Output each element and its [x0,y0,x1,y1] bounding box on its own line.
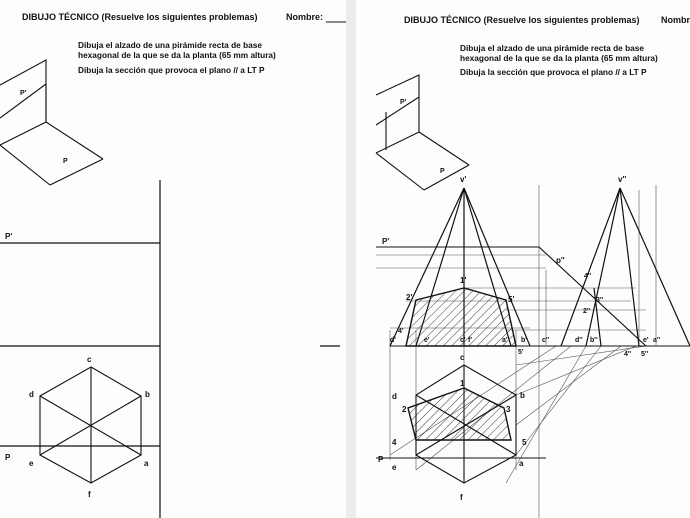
right-label-4pp-low: 4'' [624,351,632,358]
left-header-name: Nombre: [286,12,324,22]
left-hexagon-plan [40,367,141,483]
right-label-fp: f' [468,337,472,344]
right-vertex-d: d [392,392,397,401]
right-vertex-v2: v'' [618,175,627,184]
left-iso-label-p1: P' [20,90,27,97]
right-instruction-2: hexagonal de la que se da la planta (65 mm altura) [460,53,658,63]
right-label-p2: p'' [556,256,565,265]
right-label-p: P [378,455,384,464]
right-label-ap: a' [502,337,508,344]
right-plan-4: 4 [392,438,397,447]
left-instruction-1: Dibuja el alzado de una pirámide recta de base [78,40,262,50]
left-instruction-3: Dibuja la sección que provoca el plano // a LT P [78,65,265,75]
right-label-ep: e' [424,337,430,344]
right-iso-label-p1: P' [400,99,407,106]
right-header-title: DIBUJO TÉCNICO (Resuelve los siguientes problemas) [404,15,640,25]
binding-gutter [346,0,356,518]
left-header-title: DIBUJO TÉCNICO (Resuelve los siguientes problemas) [22,12,258,22]
right-label-epp: e' [643,337,649,344]
right-worksheet [356,0,690,518]
right-label-4pp: 4'' [584,273,592,280]
right-vertex-c: c [460,353,465,362]
right-iso-label-p2: P [440,168,445,175]
right-label-5p: 5' [508,295,515,304]
right-label-dpp: d'' [575,337,583,344]
right-label-1p: 1' [460,276,467,285]
left-vertex-c: c [87,355,92,364]
right-label-p-prime: P' [382,237,390,246]
right-label-3pp: 3'' [596,297,604,304]
right-instruction-1: Dibuja el alzado de una pirámide recta de base [460,43,644,53]
right-instruction-3: Dibuja la sección que provoca el plano // a LT P [460,67,647,77]
right-vertex-a: a [519,459,524,468]
right-label-cpp: c'' [542,337,550,344]
left-iso-planes [0,60,103,185]
left-label-p-prime: P' [5,232,13,241]
right-vertex-v1: v' [460,175,467,184]
right-label-2p: 2' [406,293,413,302]
right-vertex-f: f [460,493,463,502]
right-plan-5: 5 [522,438,527,447]
right-iso-planes [376,75,469,190]
right-label-2pp: 2'' [583,308,591,315]
right-plan-1: 1 [460,379,465,388]
right-plan-section [408,388,511,440]
right-label-dp: d' [390,337,396,344]
right-side-pyramid [561,188,690,346]
right-label-cp: c' [460,337,466,344]
left-vertex-e: e [29,459,34,468]
left-vertex-d: d [29,390,34,399]
left-label-p: P [5,453,11,462]
right-plan-2: 2 [402,405,407,414]
left-vertex-a: a [144,459,149,468]
right-label-bp: b' [521,337,527,344]
right-label-5p-low: 5' [518,349,524,356]
left-vertex-f: f [88,490,91,499]
right-label-app: a'' [653,337,661,344]
right-vertex-b: b [520,391,525,400]
right-label-bpp: b'' [590,337,598,344]
right-plan-3: 3 [506,405,511,414]
right-vertex-e: e [392,463,397,472]
right-label-4p: 4' [398,328,404,335]
right-label-5pp: 5'' [641,351,649,358]
right-header-name: Nombr [661,15,690,25]
right-drawing [356,0,690,518]
left-vertex-b: b [145,390,150,399]
left-instruction-2: hexagonal de la que se da la planta (65 mm altura) [78,50,276,60]
left-iso-label-p2: P [63,158,68,165]
